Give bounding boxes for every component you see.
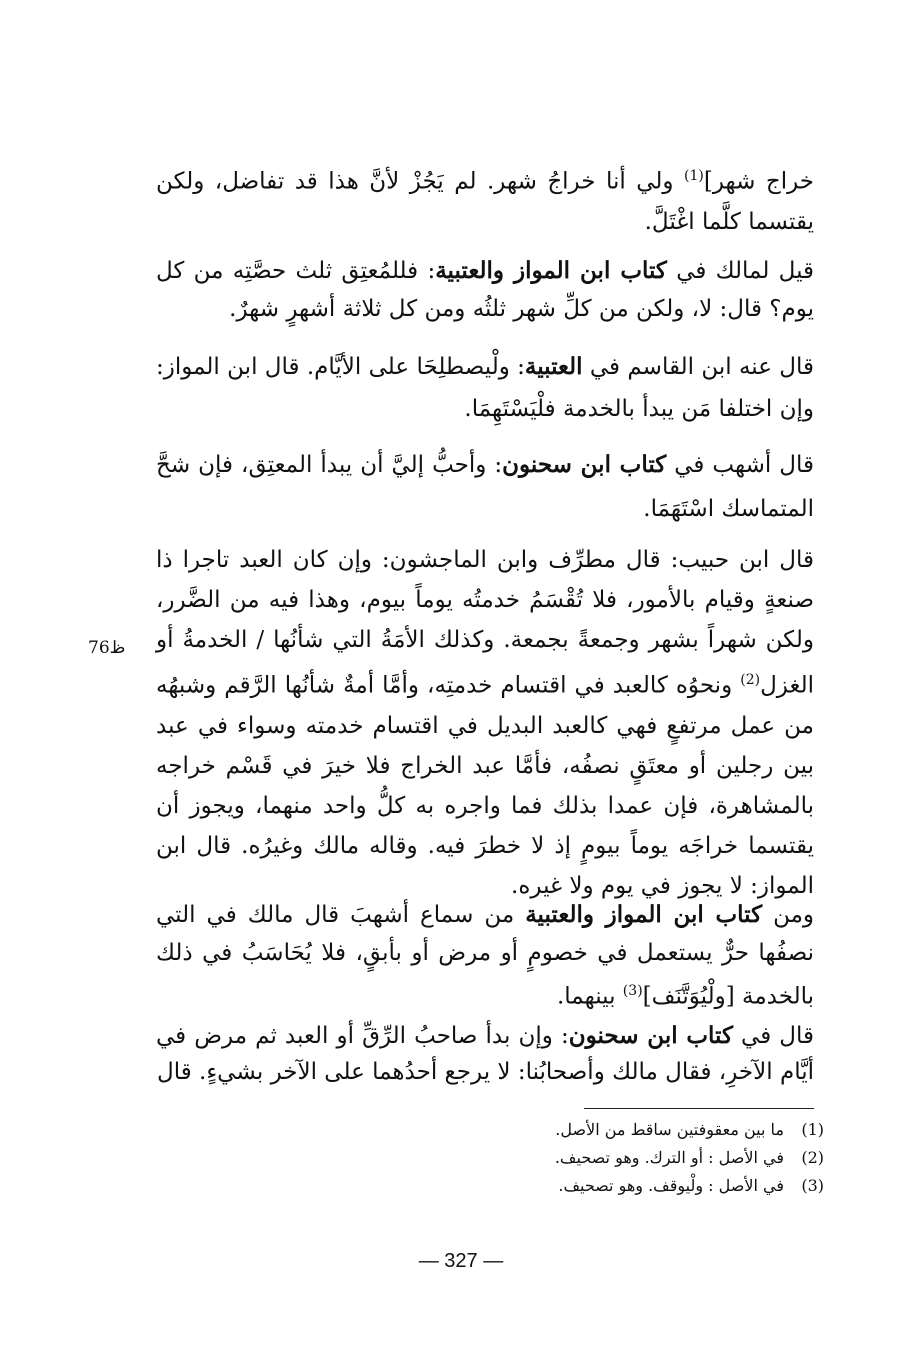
page-number: — 327 — xyxy=(418,1250,504,1272)
paragraph-4 xyxy=(156,443,814,531)
footnote-number: (3) xyxy=(801,1176,824,1195)
text-segment: من سماع أشهبَ قال مالك في التي نصفُها حرٌّ يستعمل في خصومٍ أو مرض أو بأبقٍ، فلا يُحَاسَبُ في ذلك بالخدمة [ولْيُوَتَّنَف] xyxy=(156,902,814,1010)
bold-title: العتبية xyxy=(524,353,583,380)
footnote-separator xyxy=(584,1108,814,1109)
bold-title: كتاب ابن سحنون xyxy=(502,451,667,478)
paragraph-text xyxy=(156,443,814,531)
footnote-number: (2) xyxy=(801,1148,824,1167)
paragraph-text xyxy=(156,346,814,430)
text-segment: : وأحبُّ إليَّ أن يبدأ المعتِق، فإن شحَّ المتماسك اسْتَهَمَا. xyxy=(156,452,814,522)
text-segment: قال أشهب في xyxy=(666,452,814,478)
footnote-ref: (3) xyxy=(622,983,643,999)
paragraph-text xyxy=(156,896,814,1016)
text-segment: : وإن بدأ صاحبُ الرِّقِّ أو العبد ثم مرض في أيَّام الآخرِ، فقال مالك وأصحابُنا: لا يرجع أحدُهما على الآخر بشيءٍ. قال xyxy=(156,1023,814,1085)
text-segment: قال ابن حبيب: قال مطرِّف وابن الماجشون: وإن كان العبد تاجرا ذا صنعةٍ وقيام بالأمور، فلا تُقْسَمُ خدمتُه يوماً بيوم، وهذا فيه من الضَّرر، ولكن شهراً بشهر وجمعةً بجمعة. وكذلك الأمَةُ التي شأنُها / الخدمةُ أو الغزل xyxy=(156,547,814,699)
text-segment: بينهما. xyxy=(556,983,623,1010)
bold-title: كتاب ابن المواز والعتبية xyxy=(435,257,667,284)
text-segment: ونحوُه كالعبد في اقتسام خدمتِه، وأمَّا أمةٌ شأنُها الرَّقم وشبهُه من عمل مرتفعٍ فهي كالعبد البديل في اقتسام خدمته وسواء في عبد بين رجلين أو معتَقٍ نصفُه، فأمَّا عبد الخراج فلا خيرَ في قَسْم خراجه بالمشاهرة، فإن عمدا بذلك فما واجره به كلُّ واحد منهما، ويجوز أن يقتسما خراجَه يوماً بيومٍ إذ لا خطرَ فيه. وقاله مالك وغيرُه. قال ابن المواز: لا يجوز في يوم ولا غيره. xyxy=(156,672,814,899)
text-segment: ومن xyxy=(762,902,815,928)
footnotes xyxy=(420,1116,824,1200)
footnote-3 xyxy=(420,1172,824,1200)
text-segment: قيل لمالك في xyxy=(666,258,815,284)
footnote-text: ما بين معقوفتين ساقط من الأصل. xyxy=(555,1120,784,1139)
text-segment: : ولْيصطلِحَا على الأيَّام. قال ابن المواز: وإن اختلفا مَن يبدأ بالخدمة فلْيَسْتَهِمَا. xyxy=(156,354,814,422)
footnote-1 xyxy=(420,1116,824,1144)
paragraph-text xyxy=(156,156,814,242)
paragraph-1 xyxy=(156,156,814,242)
paragraph-5 xyxy=(156,540,814,906)
paragraph-2 xyxy=(156,252,814,328)
paragraph-3 xyxy=(156,346,814,430)
footnote-ref: (1) xyxy=(683,168,704,184)
paragraph-7 xyxy=(156,1018,814,1090)
text-segment: : فللمُعتِق ثلث حصَّتِه من كل يوم؟ قال: لا، ولكن من كلِّ شهر ثلثُه ومن كل ثلاثة أشهرٍ شهرٌ. xyxy=(156,258,814,322)
text-segment: ولي أنا خراجُ شهر. لم يَجُزْ لأنَّ هذا قد تفاضل، ولكن يقتسما كلَّما اغْتَلَّ. xyxy=(156,168,814,235)
footnote-text: في الأصل : أو الترك. وهو تصحيف. xyxy=(554,1148,784,1167)
bold-title: كتاب ابن سحنون xyxy=(568,1022,733,1049)
text-segment: قال عنه ابن القاسم في xyxy=(582,354,814,380)
text-segment: خراج شهر] xyxy=(703,168,814,195)
margin-folio-note: ظ76 xyxy=(88,638,126,658)
paragraph-text xyxy=(156,1018,814,1090)
footnote-number: (1) xyxy=(801,1120,824,1139)
bold-title: كتاب ابن المواز والعتبية xyxy=(525,901,763,928)
footnote-2 xyxy=(420,1144,824,1172)
footnote-text: في الأصل : ولْيوقف. وهو تصحيف. xyxy=(558,1176,784,1195)
paragraph-6 xyxy=(156,896,814,1016)
footnote-ref: (2) xyxy=(740,672,761,688)
text-segment: قال في xyxy=(732,1023,814,1049)
paragraph-text xyxy=(156,252,814,328)
paragraph-text xyxy=(156,540,814,906)
